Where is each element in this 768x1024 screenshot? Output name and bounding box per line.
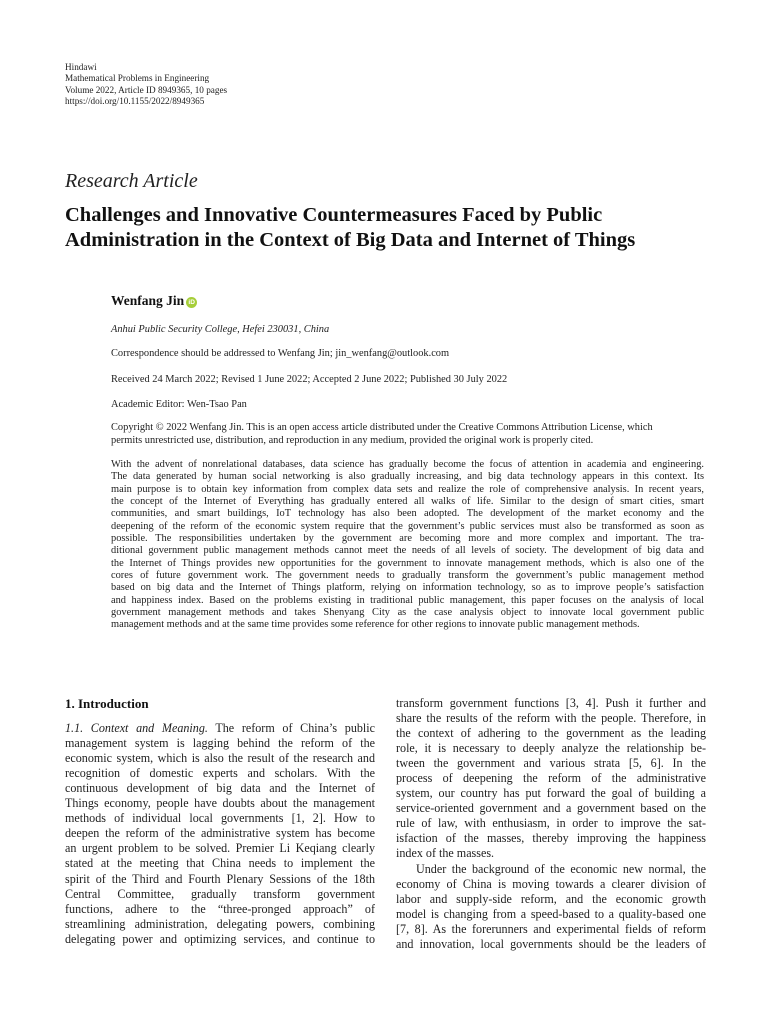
- subsection-heading: 1.1. Context and Meaning.: [65, 721, 208, 736]
- body-line: delegating power and optimizing services, and continue to: [65, 931, 375, 946]
- body-line: isfaction of the masses, thereby improving the happiness: [396, 831, 706, 846]
- author-name: Wenfang Jin: [111, 293, 185, 308]
- body-line: functions, adhere to the “three-pronged approach” of: [65, 901, 375, 916]
- abstract-line: ditional government public management methods cannot meet the needs of all levels of society. The development of big data and: [111, 545, 704, 557]
- body-line: continuous development of big data and the Internet of: [65, 781, 375, 796]
- abstract-line: and happiness index. Based on the problems existing in traditional public management, this paper focuses on the analysis of local: [111, 594, 704, 606]
- body-line: rule of law, with enthusiasm, in order to improve the sat-: [396, 816, 706, 831]
- body-text: The reform of China’s public: [207, 721, 375, 736]
- body-line: share the results of the reform with the people. Therefore, in: [396, 711, 706, 726]
- abstract-line: cores of future government work. The government needs to gradually transform the government’s public management method: [111, 570, 704, 582]
- body-line: index of the masses.: [396, 846, 495, 861]
- abstract-line: based on big data and the Internet of Things platform, relying on information technology, so as to improve people’s satisfaction: [111, 582, 704, 594]
- body-line: service-oriented government and a government based on the: [396, 801, 706, 816]
- journal-name: Mathematical Problems in Engineering: [65, 73, 210, 84]
- correspondence: Correspondence should be addressed to Wenfang Jin; jin_wenfang@outlook.com: [111, 348, 450, 359]
- body-line: system, our country has put forward the goal of building a: [396, 786, 706, 801]
- body-line: [7, 8]. As the forerunners and experimental fields of reform: [396, 921, 706, 936]
- abstract-line: government management methods and takes Shenyang City as the case analysis object to innovate local government public: [111, 607, 704, 619]
- academic-editor: Academic Editor: Wen-Tsao Pan: [111, 399, 247, 410]
- copyright-notice: [111, 421, 704, 447]
- body-line: tween the government and various strata [5, 6]. In the: [396, 756, 706, 771]
- body-line: streamlining administration, delegating powers, combining: [65, 916, 375, 931]
- publication-dates: Received 24 March 2022; Revised 1 June 2022; Accepted 2 June 2022; Published 30 July 2022: [111, 374, 508, 385]
- body-line: deepen the reform of the administrative system has become: [65, 826, 375, 841]
- abstract-line: the Internet of Things provides new opportunities for the government to innovate management methods, which is also one of the: [111, 557, 704, 569]
- orcid-icon[interactable]: iD: [186, 297, 197, 308]
- body-line: process of deepening the reform of the administrative: [396, 771, 706, 786]
- section-heading-introduction: 1. Introduction: [65, 696, 149, 711]
- journal-masthead: [65, 62, 227, 108]
- body-line: methods of individual local governments [1, 2]. How to: [65, 811, 375, 826]
- body-line: and innovation, local governments should be the leaders of: [396, 936, 706, 951]
- publisher-name: Hindawi: [65, 62, 97, 72]
- volume-info: Volume 2022, Article ID 8949365, 10 pages: [65, 84, 228, 95]
- body-line: Central Committee, gradually transform government: [65, 886, 375, 901]
- abstract-line: management methods and at the same time provides some reference for other regions to innovate public management methods.: [111, 619, 640, 631]
- article-type: Research Article: [65, 170, 198, 192]
- body-line: role, it is necessary to deeply analyze the relationship be-: [396, 741, 706, 756]
- title-line: Administration in the Context of Big Data and Internet of Things: [65, 229, 636, 251]
- body-line: stated at the meeting that China needs to implement the: [65, 856, 375, 871]
- body-line: economic system, which is also the result of the research and: [65, 751, 375, 766]
- body-line: economy of China is moving towards a clearer division of: [396, 876, 706, 891]
- body-line: recognition of domestic experts and scholars. With the: [65, 766, 375, 781]
- copyright-line: permits unrestricted use, distribution, and reproduction in any medium, provided the original work is properly cited.: [111, 435, 594, 446]
- body-line: Things economy, people have doubts about the management: [65, 796, 375, 811]
- abstract-line: possible. The responsibilities undertaken by the government are becoming more and more complex and important. The tra-: [111, 533, 704, 545]
- abstract: [111, 459, 704, 632]
- body-line: Under the background of the economic new normal, the: [416, 861, 706, 876]
- abstract-line: main purpose is to obtain key information from complex data sets and realize the role of comprehensive analysis. In recent years,: [111, 483, 704, 495]
- body-line: model is changing from a speed-based to a quality-based one: [396, 906, 706, 921]
- abstract-line: deepening of the reform of the economic system require that the government’s public services must also be transformed as soon as: [111, 520, 704, 532]
- right-column: [396, 696, 706, 952]
- body-line: an urgent problem to be solved. Premier Li Keqiang clearly: [65, 841, 375, 856]
- body-line: labor and supply-side reform, and the economic growth: [396, 891, 706, 906]
- abstract-line: With the advent of nonrelational databases, data science has gradually become the focus of attention in academia and engineering.: [111, 459, 704, 470]
- body-line: spirit of the Third and Fourth Plenary Sessions of the 18th: [65, 871, 375, 886]
- article-title: [65, 203, 725, 253]
- title-line: Challenges and Innovative Countermeasures Faced by Public: [65, 204, 603, 226]
- left-column: [65, 696, 375, 947]
- affiliation: Anhui Public Security College, Hefei 230031, China: [111, 324, 330, 335]
- author: [111, 293, 197, 309]
- body-line: the context of adhering to the government as the leading: [396, 726, 706, 741]
- abstract-line: the concept of the Internet of Everything has gradually entered all walks of life. Similar to the design of smart cities, smart: [111, 496, 704, 508]
- body-line: [65, 721, 375, 736]
- body-line: management system is lagging behind the reform of the: [65, 736, 375, 751]
- doi-link[interactable]: https://doi.org/10.1155/2022/8949365: [65, 96, 205, 107]
- abstract-line: communities, and smart buildings, IoT technology has also been adopted. The development of the market economy and the: [111, 508, 704, 520]
- body-line: transform government functions [3, 4]. Push it further and: [396, 696, 706, 710]
- abstract-line: The data generated by human social networking is also gradually increasing, and big data technology appears in this context. Its: [111, 471, 704, 483]
- copyright-line: Copyright © 2022 Wenfang Jin. This is an open access article distributed under the Creative Commons Attribution License, which: [111, 422, 653, 433]
